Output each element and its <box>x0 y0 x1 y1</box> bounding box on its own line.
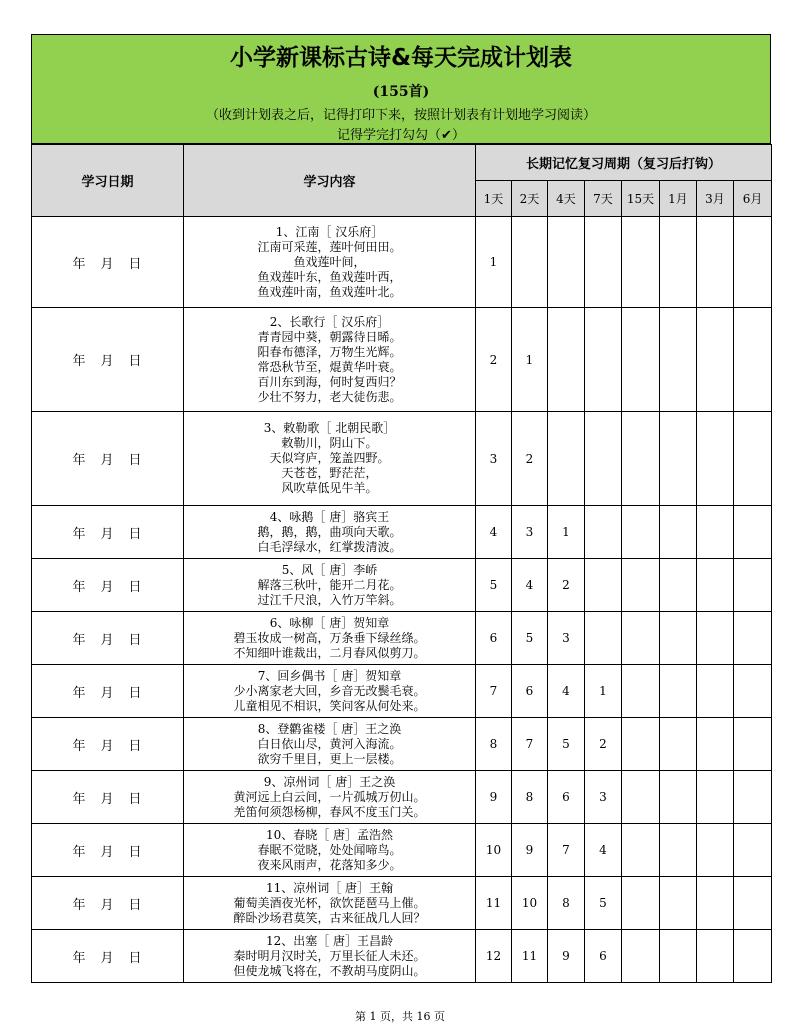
table-row <box>32 930 772 983</box>
table-row <box>32 506 772 559</box>
review-check-cell[interactable]: 1 <box>548 506 585 559</box>
period-header: 1月 <box>660 181 697 217</box>
poem-line: 葡萄美酒夜光杯，欲饮琵琶马上催。 <box>233 895 426 910</box>
table-body <box>32 217 772 983</box>
review-check-cell[interactable] <box>622 824 660 877</box>
review-check-cell[interactable] <box>697 665 734 718</box>
review-check-cell[interactable] <box>697 217 734 308</box>
review-check-cell[interactable] <box>585 412 622 506</box>
poem-line: 百川东到海，何时复西归？ <box>257 374 402 389</box>
review-check-cell[interactable]: 3 <box>548 612 585 665</box>
poem-content-cell <box>184 559 476 612</box>
review-check-cell[interactable]: 2 <box>548 559 585 612</box>
poem-line: 青青园中葵，朝露待日晞。 <box>257 329 402 344</box>
poem-line: 羌笛何须怨杨柳，春风不度玉门关。 <box>233 804 426 819</box>
review-check-cell[interactable] <box>585 308 622 412</box>
table-row <box>32 612 772 665</box>
review-check-cell[interactable]: 5 <box>512 612 548 665</box>
poem-content-cell <box>184 217 476 308</box>
date-column-header: 学习日期 <box>32 145 184 217</box>
review-check-cell[interactable]: 3 <box>476 412 512 506</box>
table-row <box>32 665 772 718</box>
period-header: 3月 <box>697 181 734 217</box>
review-check-cell[interactable]: 7 <box>512 718 548 771</box>
review-check-cell[interactable]: 4 <box>548 665 585 718</box>
review-check-cell[interactable]: 6 <box>548 771 585 824</box>
study-date-cell[interactable]: 年 月 日 <box>32 506 184 559</box>
review-check-cell[interactable] <box>697 877 734 930</box>
poem-line: 风吹草低见牛羊。 <box>281 481 378 495</box>
review-check-cell[interactable]: 2 <box>512 412 548 506</box>
review-check-cell[interactable]: 3 <box>585 771 622 824</box>
period-header: 15天 <box>622 181 660 217</box>
poem-line: 儿童相见不相识，笑问客从何处来。 <box>233 698 426 713</box>
title-banner <box>31 34 771 144</box>
review-check-cell[interactable]: 5 <box>585 877 622 930</box>
review-check-cell[interactable] <box>734 217 772 308</box>
study-date-cell[interactable]: 年 月 日 <box>32 771 184 824</box>
table-row <box>32 412 772 506</box>
poem-line: 阳春布德泽，万物生光辉。 <box>257 344 402 359</box>
review-check-cell[interactable]: 6 <box>585 930 622 983</box>
review-check-cell[interactable] <box>697 412 734 506</box>
review-check-cell[interactable]: 5 <box>476 559 512 612</box>
review-check-cell[interactable] <box>622 559 660 612</box>
poem-line: 秦时明月汉时关，万里长征人未还。 <box>233 948 426 963</box>
review-check-cell[interactable] <box>734 930 772 983</box>
review-check-cell[interactable] <box>660 559 697 612</box>
review-check-cell[interactable] <box>660 718 697 771</box>
review-check-cell[interactable] <box>622 506 660 559</box>
study-date-cell[interactable]: 年 月 日 <box>32 824 184 877</box>
poem-line: 江南可采莲，莲叶何田田。 <box>257 239 402 254</box>
study-date-cell[interactable]: 年 月 日 <box>32 665 184 718</box>
review-check-cell[interactable]: 10 <box>476 824 512 877</box>
review-check-cell[interactable] <box>697 930 734 983</box>
poem-line: 但使龙城飞将在，不教胡马度阴山。 <box>233 963 426 978</box>
review-check-cell[interactable] <box>734 771 772 824</box>
poem-line: 1、江南［ 汉乐府］ <box>275 224 384 239</box>
review-check-cell[interactable] <box>660 665 697 718</box>
table-row <box>32 308 772 412</box>
page-title: 小学新课标古诗&每天完成计划表 <box>229 45 573 71</box>
review-check-cell[interactable] <box>622 308 660 412</box>
poem-content-cell <box>184 771 476 824</box>
period-header: 1天 <box>476 181 512 217</box>
poem-content-cell <box>184 718 476 771</box>
poem-line: 少小离家老大回，乡音无改鬓毛衰。 <box>233 683 426 698</box>
poem-line: 碧玉妆成一树高，万条垂下绿丝绦。 <box>233 630 426 645</box>
poem-content-cell <box>184 877 476 930</box>
poem-content-cell <box>184 412 476 506</box>
review-check-cell[interactable] <box>734 612 772 665</box>
poem-line: 欲穷千里目，更上一层楼。 <box>257 751 402 766</box>
review-check-cell[interactable] <box>585 506 622 559</box>
poem-line: 天苍苍，野茫茫， <box>281 466 378 480</box>
table-row <box>32 771 772 824</box>
poem-line: 解落三秋叶，能开二月花。 <box>257 577 402 592</box>
study-plan-table <box>31 144 772 983</box>
study-date-cell[interactable]: 年 月 日 <box>32 718 184 771</box>
review-check-cell[interactable] <box>622 771 660 824</box>
poem-line: 鱼戏莲叶南，鱼戏莲叶北。 <box>257 284 402 299</box>
review-check-cell[interactable] <box>548 308 585 412</box>
poem-line: 白日依山尽，黄河入海流。 <box>257 736 402 751</box>
poem-line: 醉卧沙场君莫笑，古来征战几人回？ <box>233 910 426 925</box>
poem-line: 8、登鹳雀楼［ 唐］王之涣 <box>257 721 402 736</box>
review-check-cell[interactable] <box>622 930 660 983</box>
poem-line: 天似穹庐，笼盖四野。 <box>269 451 390 465</box>
poem-line: 春眠不觉晓，处处闻啼鸟。 <box>257 842 402 857</box>
review-check-cell[interactable] <box>660 506 697 559</box>
study-date-cell[interactable]: 年 月 日 <box>32 930 184 983</box>
table-row <box>32 559 772 612</box>
review-check-cell[interactable] <box>622 718 660 771</box>
review-check-cell[interactable] <box>734 824 772 877</box>
review-check-cell[interactable] <box>660 771 697 824</box>
poem-line: 鱼戏莲叶东，鱼戏莲叶西， <box>257 269 402 284</box>
instruction-note: （收到计划表之后，记得打印下来，按照计划表有计划地学习阅读） <box>205 108 596 123</box>
review-check-cell[interactable] <box>697 506 734 559</box>
poem-line: 10、春晓［ 唐］孟浩然 <box>265 827 394 842</box>
review-check-cell[interactable] <box>622 877 660 930</box>
review-check-cell[interactable] <box>585 559 622 612</box>
study-date-cell[interactable]: 年 月 日 <box>32 412 184 506</box>
review-check-cell[interactable]: 4 <box>476 506 512 559</box>
review-check-cell[interactable] <box>622 665 660 718</box>
review-check-cell[interactable]: 1 <box>585 665 622 718</box>
review-check-cell[interactable]: 8 <box>476 718 512 771</box>
table-row <box>32 824 772 877</box>
review-check-cell[interactable] <box>697 718 734 771</box>
review-check-cell[interactable] <box>622 412 660 506</box>
poem-line: 3、敕勒歌［ 北朝民歌］ <box>263 421 396 435</box>
checkmark-note: 记得学完打勾勾（✔） <box>337 128 465 143</box>
poem-content-cell <box>184 506 476 559</box>
poem-content-cell <box>184 612 476 665</box>
review-check-cell[interactable]: 3 <box>512 506 548 559</box>
review-check-cell[interactable] <box>697 824 734 877</box>
poem-line: 黄河远上白云间，一片孤城万仞山。 <box>233 789 426 804</box>
review-check-cell[interactable] <box>734 877 772 930</box>
review-check-cell[interactable]: 2 <box>585 718 622 771</box>
content-column-header: 学习内容 <box>184 145 476 217</box>
review-check-cell[interactable] <box>660 217 697 308</box>
poem-line: 11、凉州词［ 唐］王翰 <box>265 880 394 895</box>
review-check-cell[interactable] <box>622 217 660 308</box>
review-check-cell[interactable]: 1 <box>476 217 512 308</box>
poem-line: 鱼戏莲叶间， <box>293 254 366 269</box>
poem-line: 过江千尺浪，入竹万竿斜。 <box>257 592 402 607</box>
poem-content-cell <box>184 824 476 877</box>
period-header: 4天 <box>548 181 585 217</box>
poem-line: 9、凉州词［ 唐］王之涣 <box>263 774 396 789</box>
review-check-cell[interactable]: 2 <box>476 308 512 412</box>
review-check-cell[interactable]: 9 <box>548 930 585 983</box>
review-check-cell[interactable]: 8 <box>512 771 548 824</box>
review-check-cell[interactable] <box>660 308 697 412</box>
table-row <box>32 877 772 930</box>
review-check-cell[interactable] <box>660 877 697 930</box>
review-check-cell[interactable]: 4 <box>585 824 622 877</box>
review-check-cell[interactable] <box>660 930 697 983</box>
poem-line: 常恐秋节至，焜黄华叶衰。 <box>257 359 402 374</box>
poem-line: 少壮不努力，老大徒伤悲。 <box>257 389 402 404</box>
review-check-cell[interactable] <box>697 771 734 824</box>
poem-line: 鹅，鹅，鹅，曲项向天歌。 <box>257 524 402 539</box>
poem-line: 12、出塞［ 唐］王昌龄 <box>265 933 394 948</box>
period-header: 7天 <box>585 181 622 217</box>
review-check-cell[interactable] <box>697 308 734 412</box>
review-check-cell[interactable]: 4 <box>512 559 548 612</box>
table-row <box>32 217 772 308</box>
review-check-cell[interactable]: 12 <box>476 930 512 983</box>
poem-line: 6、咏柳［ 唐］贺知章 <box>269 615 390 630</box>
poem-content-cell <box>184 930 476 983</box>
review-check-cell[interactable] <box>512 217 548 308</box>
review-check-cell[interactable] <box>585 217 622 308</box>
period-header: 2天 <box>512 181 548 217</box>
review-check-cell[interactable] <box>734 506 772 559</box>
review-check-cell[interactable]: 1 <box>512 308 548 412</box>
review-check-cell[interactable]: 6 <box>476 612 512 665</box>
review-check-cell[interactable] <box>697 612 734 665</box>
poem-line: 白毛浮绿水，红掌拨清波。 <box>257 539 402 554</box>
review-check-cell[interactable] <box>697 559 734 612</box>
review-check-cell[interactable] <box>734 412 772 506</box>
review-check-cell[interactable] <box>622 612 660 665</box>
poem-line: 5、风［ 唐］李峤 <box>281 562 378 577</box>
review-check-cell[interactable]: 9 <box>476 771 512 824</box>
review-check-cell[interactable] <box>660 824 697 877</box>
page-footer: 第 1 页，共 16 页 <box>355 1010 445 1023</box>
study-date-cell[interactable]: 年 月 日 <box>32 217 184 308</box>
review-check-cell[interactable] <box>734 718 772 771</box>
review-check-cell[interactable]: 6 <box>512 665 548 718</box>
review-check-cell[interactable]: 5 <box>548 718 585 771</box>
review-cycle-header: 长期记忆复习周期（复习后打钩） <box>476 145 772 181</box>
review-check-cell[interactable]: 10 <box>512 877 548 930</box>
poem-line: 夜来风雨声，花落知多少。 <box>257 857 402 872</box>
review-check-cell[interactable] <box>734 559 772 612</box>
study-date-cell[interactable]: 年 月 日 <box>32 559 184 612</box>
poem-line: 敕勒川，阴山下。 <box>281 436 378 450</box>
study-date-cell[interactable]: 年 月 日 <box>32 308 184 412</box>
review-check-cell[interactable] <box>548 412 585 506</box>
poem-count: (155首) <box>372 84 430 100</box>
study-date-cell[interactable]: 年 月 日 <box>32 612 184 665</box>
review-check-cell[interactable]: 7 <box>548 824 585 877</box>
review-check-cell[interactable]: 8 <box>548 877 585 930</box>
table-row <box>32 718 772 771</box>
review-check-cell[interactable]: 11 <box>512 930 548 983</box>
review-check-cell[interactable] <box>734 665 772 718</box>
review-check-cell[interactable] <box>585 612 622 665</box>
review-check-cell[interactable]: 7 <box>476 665 512 718</box>
review-check-cell[interactable] <box>734 308 772 412</box>
review-check-cell[interactable]: 11 <box>476 877 512 930</box>
period-header: 6月 <box>734 181 772 217</box>
review-check-cell[interactable] <box>660 412 697 506</box>
review-check-cell[interactable] <box>548 217 585 308</box>
study-date-cell[interactable]: 年 月 日 <box>32 877 184 930</box>
review-check-cell[interactable]: 9 <box>512 824 548 877</box>
poem-line: 2、长歌行［ 汉乐府］ <box>269 314 390 329</box>
poem-content-cell <box>184 308 476 412</box>
poem-line: 不知细叶谁裁出，二月春风似剪刀。 <box>233 645 426 660</box>
poem-line: 7、回乡偶书［ 唐］贺知章 <box>257 668 402 683</box>
poem-line: 4、咏鹅［ 唐］骆宾王 <box>269 509 390 524</box>
review-check-cell[interactable] <box>660 612 697 665</box>
poem-content-cell <box>184 665 476 718</box>
